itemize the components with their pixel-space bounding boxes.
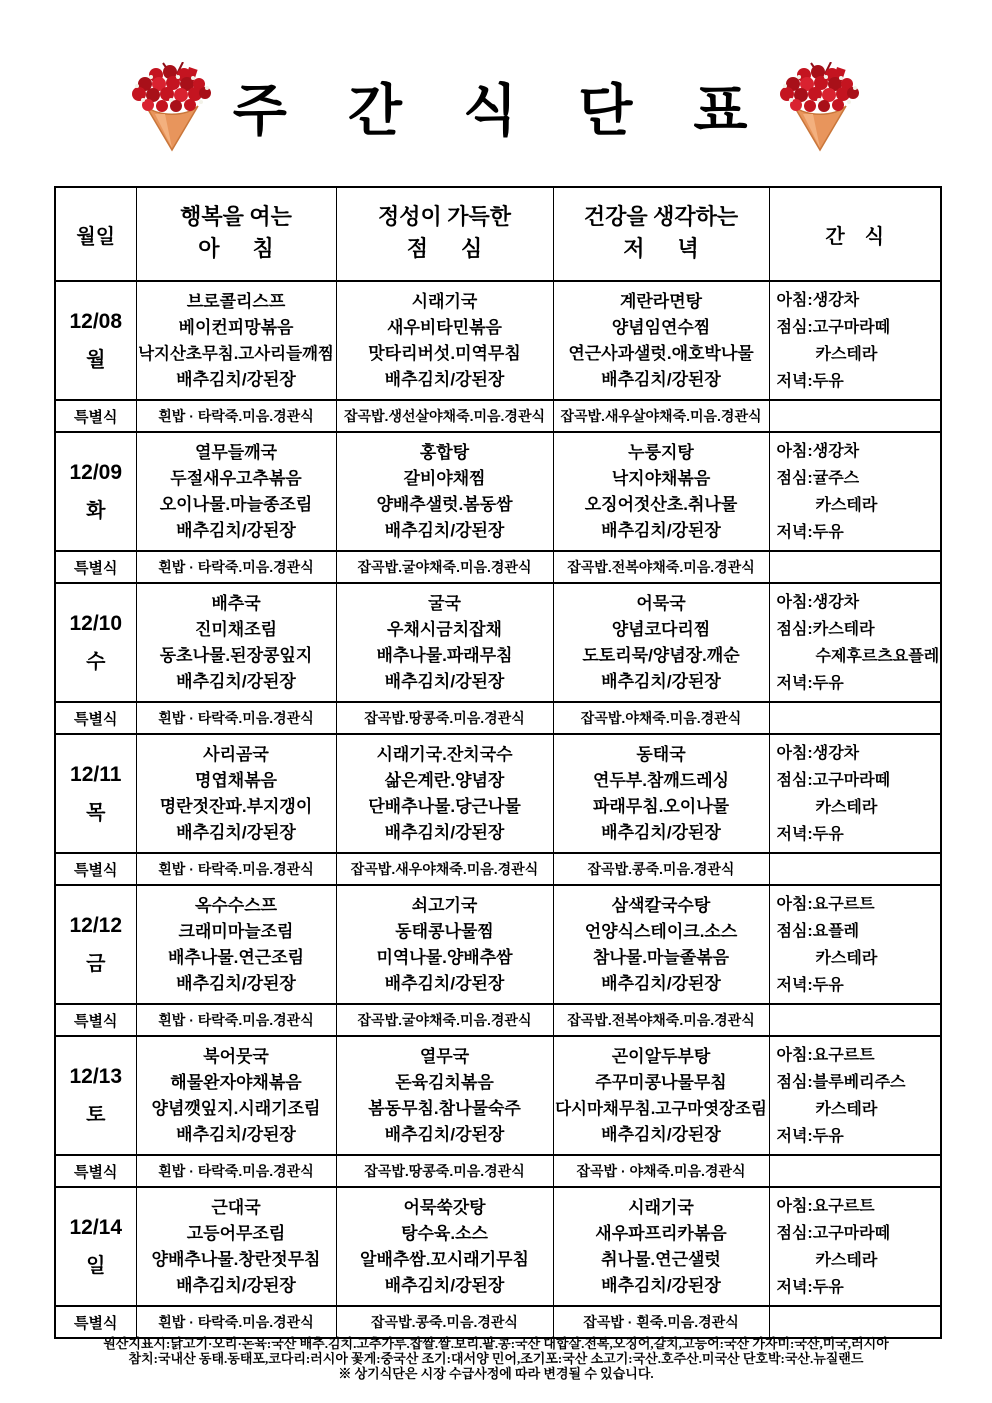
menu-item: 오징어젓산초.취나물: [584, 494, 738, 514]
menu-item: 배추나물.파래무침: [376, 645, 513, 665]
menu-row: [55, 583, 941, 702]
menu-item: 배추김치/강된장: [384, 822, 505, 842]
menu-item: 다시마채무침.고구마엿장조림: [555, 1099, 767, 1118]
menu-item: 도토리묵/양념장.깨순: [582, 645, 740, 665]
special-row: [55, 1306, 941, 1338]
snack-cell: [769, 1187, 941, 1306]
special-lunch: 잡곡밥.땅콩죽.미음.경관식: [336, 1155, 553, 1187]
header-date: 월일: [55, 187, 136, 281]
menu-item: 고등어무조림: [186, 1223, 286, 1243]
snack-item: 점심:고구마라떼: [776, 1224, 891, 1242]
snack-item: 아침:생강차: [776, 744, 860, 762]
special-dinner: 잡곡밥.콩죽.미음.경관식: [553, 853, 769, 885]
special-label: 특별식: [55, 853, 136, 885]
menu-row: [55, 1187, 941, 1306]
menu-item: 새우파프리카볶음: [595, 1223, 727, 1243]
snack-item: 카스테라: [815, 1251, 878, 1269]
date-cell: [55, 1187, 136, 1306]
snack-item: 카스테라: [815, 1100, 878, 1118]
weekday-text: 월: [86, 348, 106, 371]
page-title: 주 간 식 단 표: [232, 81, 771, 143]
menu-item: 배추김치/강된장: [176, 822, 296, 842]
menu-item: 봄동무침.참나물숙주: [368, 1098, 521, 1118]
menu-item: 홍합탕: [419, 442, 470, 462]
menu-item: 미역나물.양배추쌈: [376, 947, 513, 967]
special-dinner: 잡곡밥.전복야채죽.미음.경관식: [553, 551, 769, 583]
menu-item: 배추김치/강된장: [384, 369, 505, 389]
weekday-text: 수: [86, 650, 106, 673]
snack-item: 수제후르츠요플레: [815, 647, 940, 665]
date-text: 12/09: [69, 460, 123, 484]
menu-item: 배추김치/강된장: [176, 1124, 296, 1144]
menu-item: 시래기국: [411, 291, 478, 311]
snack-cell: [769, 734, 941, 853]
snack-cell: [769, 1036, 941, 1155]
menu-item: 계란라면탕: [619, 291, 703, 311]
header-snack: 간 식: [769, 187, 941, 281]
date-cell: [55, 432, 136, 551]
special-breakfast: 흰밥 · 타락죽.미음.경관식: [136, 1155, 336, 1187]
snack-item: 저녁:두유: [776, 825, 844, 843]
menu-item: 배추국: [211, 593, 261, 613]
weekday-text: 금: [86, 952, 106, 975]
menu-item: 연근사과샐럿.애호박나물: [568, 343, 754, 363]
special-lunch: 잡곡밥.생선살야채죽.미음.경관식: [336, 400, 553, 432]
menu-item: 시래기국.잔치국수: [376, 744, 513, 764]
menu-item: 참나물.마늘졸볶음: [592, 947, 730, 967]
special-dinner: 잡곡밥.전복야채죽.미음.경관식: [553, 1004, 769, 1036]
menu-item: 어묵쑥갓탕: [403, 1197, 486, 1217]
date-text: 12/14: [69, 1215, 123, 1239]
menu-item: 곤이알두부탕: [611, 1046, 711, 1066]
special-breakfast: 흰밥 · 타락죽.미음.경관식: [136, 1004, 336, 1036]
special-dinner: 잡곡밥.야채죽.미음.경관식: [553, 702, 769, 734]
menu-item: 배추나물.연근조림: [167, 947, 305, 967]
menu-item: 베이컨피망볶음: [178, 317, 294, 337]
menu-item: 크래미마늘조림: [178, 921, 294, 941]
menu-item: 옥수수스프: [194, 895, 278, 915]
flower-bouquet-icon: [125, 62, 219, 152]
snack-item: 카스테라: [815, 949, 878, 967]
menu-item: 배추김치/강된장: [601, 671, 721, 691]
special-breakfast: 흰밥 · 타락죽.미음.경관식: [136, 551, 336, 583]
menu-item: 명엽채볶음: [194, 770, 278, 790]
menu-item: 사리곰국: [203, 744, 269, 764]
origin-info-line-1: 원산지표시:닭고기·오리·돈육:국산 배추.김치.고추가루.찹쌀.쌀.보리.팥.콩:국산 대합살.전복,오징어,갈치,고등어:국산 가자미:국산,미국,러시아: [103, 1336, 889, 1351]
menu-item: 열무들깨국: [194, 442, 278, 462]
date-text: 12/12: [69, 913, 123, 937]
menu-change-notice: ※ 상기식단은 시장 수급사정에 따라 변경될 수 있습니다.: [338, 1366, 654, 1381]
dinner-cell: [553, 583, 769, 702]
lunch-cell: [336, 1187, 553, 1306]
snack-item: 카스테라: [815, 496, 878, 514]
menu-item: 새우비타민볶음: [387, 317, 502, 337]
menu-row: [55, 885, 941, 1004]
menu-item: 삼색칼국수탕: [611, 895, 711, 915]
special-label: 특별식: [55, 702, 136, 734]
menu-item: 배추김치/강된장: [601, 369, 721, 389]
special-label: 특별식: [55, 400, 136, 432]
breakfast-cell: [136, 885, 336, 1004]
menu-item: 배추김치/강된장: [384, 973, 505, 993]
special-dinner: 잡곡밥 · 야채죽.미음.경관식: [553, 1155, 769, 1187]
footer: [0, 1336, 992, 1381]
menu-item: 양념깻잎지.시래기조림: [151, 1098, 321, 1118]
snack-item: 점심:카스테라: [776, 620, 875, 638]
header-row: [55, 187, 941, 281]
special-row: [55, 551, 941, 583]
menu-row: [55, 1036, 941, 1155]
menu-item: 양배추샐럿.봄동쌈: [376, 494, 513, 514]
snack-cell: [769, 583, 941, 702]
snack-item: 저녁:두유: [776, 372, 844, 390]
menu-item: 명란젓잔파.부지갱이: [159, 796, 313, 816]
date-text: 12/10: [69, 611, 123, 635]
snack-item: 아침:요구르트: [776, 1197, 875, 1215]
special-dinner: 잡곡밥.새우살야채죽.미음.경관식: [553, 400, 769, 432]
menu-item: 갈비야채찜: [403, 468, 486, 488]
menu-row: [55, 734, 941, 853]
menu-item: 배추김치/강된장: [176, 671, 296, 691]
special-label: 특별식: [55, 1155, 136, 1187]
special-label: 특별식: [55, 551, 136, 583]
menu-item: 배추김치/강된장: [384, 1275, 505, 1295]
special-lunch: 잡곡밥.새우야채죽.미음.경관식: [336, 853, 553, 885]
breakfast-cell: [136, 1187, 336, 1306]
special-breakfast: 흰밥 · 타락죽.미음.경관식: [136, 400, 336, 432]
date-text: 12/11: [70, 762, 122, 786]
weekday-text: 화: [86, 499, 106, 522]
special-breakfast: 흰밥 · 타락죽.미음.경관식: [136, 702, 336, 734]
menu-item: 연두부.참깨드레싱: [592, 770, 730, 790]
menu-item: 열무국: [419, 1046, 470, 1066]
menu-item: 배추김치/강된장: [601, 520, 721, 540]
special-snack-empty: [769, 551, 941, 583]
snack-item: 점심:요플레: [776, 922, 860, 940]
menu-item: 취나물.연근샐럿: [601, 1249, 721, 1269]
snack-item: 아침:요구르트: [776, 1046, 875, 1064]
breakfast-cell: [136, 432, 336, 551]
menu-item: 배추김치/강된장: [384, 520, 505, 540]
special-row: [55, 853, 941, 885]
menu-item: 동태콩나물찜: [395, 921, 494, 941]
menu-item: 알배추쌈.꼬시래기무침: [360, 1249, 529, 1269]
special-snack-empty: [769, 1004, 941, 1036]
menu-item: 배추김치/강된장: [176, 1275, 296, 1295]
menu-item: 진미채조림: [194, 619, 278, 639]
date-cell: [55, 885, 136, 1004]
lunch-cell: [336, 583, 553, 702]
special-lunch: 잡곡밥.땅콩죽.미음.경관식: [336, 702, 553, 734]
special-snack-empty: [769, 702, 941, 734]
menu-item: 배추김치/강된장: [384, 671, 505, 691]
menu-item: 배추김치/강된장: [601, 822, 721, 842]
weekday-text: 목: [86, 801, 106, 824]
snack-item: 저녁:두유: [776, 1127, 844, 1145]
snack-item: 카스테라: [815, 798, 878, 816]
snack-item: 저녁:두유: [776, 1278, 844, 1296]
menu-item: 언양식스테이크.소스: [584, 921, 738, 941]
snack-item: 저녁:두유: [776, 674, 844, 692]
menu-item: 양배추나물.창란젓무침: [151, 1249, 321, 1269]
weekday-text: 일: [86, 1254, 106, 1277]
special-label: 특별식: [55, 1306, 136, 1338]
special-row: [55, 702, 941, 734]
special-breakfast: 흰밥 · 타락죽.미음.경관식: [136, 853, 336, 885]
menu-item: 누룽지탕: [628, 442, 694, 462]
menu-item: 배추김치/강된장: [176, 973, 296, 993]
dinner-cell: [553, 432, 769, 551]
special-snack-empty: [769, 853, 941, 885]
header-breakfast: 행복을 여는 아 침: [136, 187, 336, 281]
special-row: [55, 1155, 941, 1187]
special-breakfast: 흰밥 · 타락죽.미음.경관식: [136, 1306, 336, 1338]
menu-item: 배추김치/강된장: [601, 1275, 721, 1295]
lunch-cell: [336, 281, 553, 400]
menu-item: 맛타리버섯.미역무침: [368, 343, 521, 363]
menu-table: [54, 186, 942, 1339]
snack-item: 점심:귤주스: [776, 469, 860, 487]
date-cell: [55, 1036, 136, 1155]
snack-item: 카스테라: [815, 345, 878, 363]
menu-item: 탕수육.소스: [401, 1223, 488, 1243]
breakfast-cell: [136, 1036, 336, 1155]
header-dinner: 건강을 생각하는 저 녁: [553, 187, 769, 281]
date-cell: [55, 281, 136, 400]
special-lunch: 잡곡밥.콩죽.미음.경관식: [336, 1306, 553, 1338]
snack-item: 아침:생강차: [776, 593, 860, 611]
dinner-cell: [553, 734, 769, 853]
menu-item: 시래기국: [628, 1197, 694, 1217]
breakfast-cell: [136, 734, 336, 853]
snack-cell: [769, 281, 941, 400]
menu-item: 배추김치/강된장: [601, 973, 721, 993]
menu-item: 배추김치/강된장: [176, 369, 296, 389]
snack-item: 점심:고구마라떼: [776, 318, 891, 336]
menu-item: 삶은계란.양념장: [384, 770, 505, 790]
special-lunch: 잡곡밥.굴야채죽.미음.경관식: [336, 1004, 553, 1036]
weekday-text: 토: [86, 1103, 106, 1126]
snack-item: 저녁:두유: [776, 523, 844, 541]
menu-item: 두절새우고추볶음: [170, 468, 302, 488]
special-lunch: 잡곡밥.굴야채죽.미음.경관식: [336, 551, 553, 583]
menu-table-body: [55, 281, 941, 1338]
lunch-cell: [336, 885, 553, 1004]
date-cell: [55, 583, 136, 702]
lunch-cell: [336, 432, 553, 551]
breakfast-cell: [136, 281, 336, 400]
date-text: 12/08: [69, 309, 123, 333]
menu-item: 주꾸미콩나물무침: [595, 1072, 727, 1092]
dinner-cell: [553, 885, 769, 1004]
snack-item: 아침:요구르트: [776, 895, 875, 913]
menu-item: 해물완자야채볶음: [170, 1072, 302, 1092]
menu-item: 근대국: [211, 1197, 261, 1217]
menu-item: 돈육김치볶음: [395, 1072, 494, 1092]
special-row: [55, 400, 941, 432]
menu-item: 낙지산초무침.고사리들깨찜: [138, 344, 334, 363]
date-text: 12/13: [69, 1064, 123, 1088]
menu-item: 배추김치/강된장: [176, 520, 296, 540]
lunch-cell: [336, 734, 553, 853]
menu-item: 배추김치/강된장: [384, 1124, 505, 1144]
breakfast-cell: [136, 583, 336, 702]
menu-row: [55, 281, 941, 400]
menu-row: [55, 432, 941, 551]
menu-item: 쇠고기국: [411, 895, 478, 915]
menu-item: 브로콜리스프: [186, 291, 286, 311]
menu-item: 배추김치/강된장: [601, 1124, 721, 1144]
special-snack-empty: [769, 400, 941, 432]
flower-bouquet-icon: [773, 62, 867, 152]
menu-item: 동태국: [636, 744, 686, 764]
menu-item: 양념임연수찜: [611, 317, 711, 337]
menu-item: 북어뭇국: [203, 1046, 269, 1066]
special-snack-empty: [769, 1155, 941, 1187]
menu-item: 단배추나물.당근나물: [368, 796, 521, 816]
snack-cell: [769, 432, 941, 551]
snack-item: 아침:생강차: [776, 442, 860, 460]
menu-item: 우채시금치잡채: [387, 619, 502, 639]
special-snack-empty: [769, 1306, 941, 1338]
menu-item: 양념코다리찜: [611, 619, 711, 639]
menu-item: 오이나물.마늘종조림: [159, 494, 313, 514]
menu-item: 동초나물.된장콩잎지: [159, 645, 313, 665]
menu-item: 어묵국: [636, 593, 686, 613]
special-label: 특별식: [55, 1004, 136, 1036]
special-row: [55, 1004, 941, 1036]
snack-item: 저녁:두유: [776, 976, 844, 994]
date-cell: [55, 734, 136, 853]
origin-info-line-2: 참치:국내산 동태.동태포,코다리:러시아 꽃게:중국산 조기:대서양 민어,조기포:국산 소고기:국산.호주산.미국산 단호박:국산.뉴질랜드: [128, 1351, 864, 1366]
dinner-cell: [553, 1187, 769, 1306]
snack-cell: [769, 885, 941, 1004]
menu-item: 낙지야채볶음: [611, 468, 711, 488]
dinner-cell: [553, 281, 769, 400]
dinner-cell: [553, 1036, 769, 1155]
header-lunch: 정성이 가득한 점 심: [336, 187, 553, 281]
title-row: [0, 62, 992, 152]
lunch-cell: [336, 1036, 553, 1155]
menu-item: 굴국: [428, 593, 461, 613]
menu-item: 파래무침.오이나물: [592, 796, 730, 816]
snack-item: 점심:블루베리주스: [776, 1073, 906, 1091]
snack-item: 아침:생강차: [776, 291, 860, 309]
special-dinner: 잡곡밥 · 흰죽.미음.경관식: [553, 1306, 769, 1338]
snack-item: 점심:고구마라떼: [776, 771, 891, 789]
